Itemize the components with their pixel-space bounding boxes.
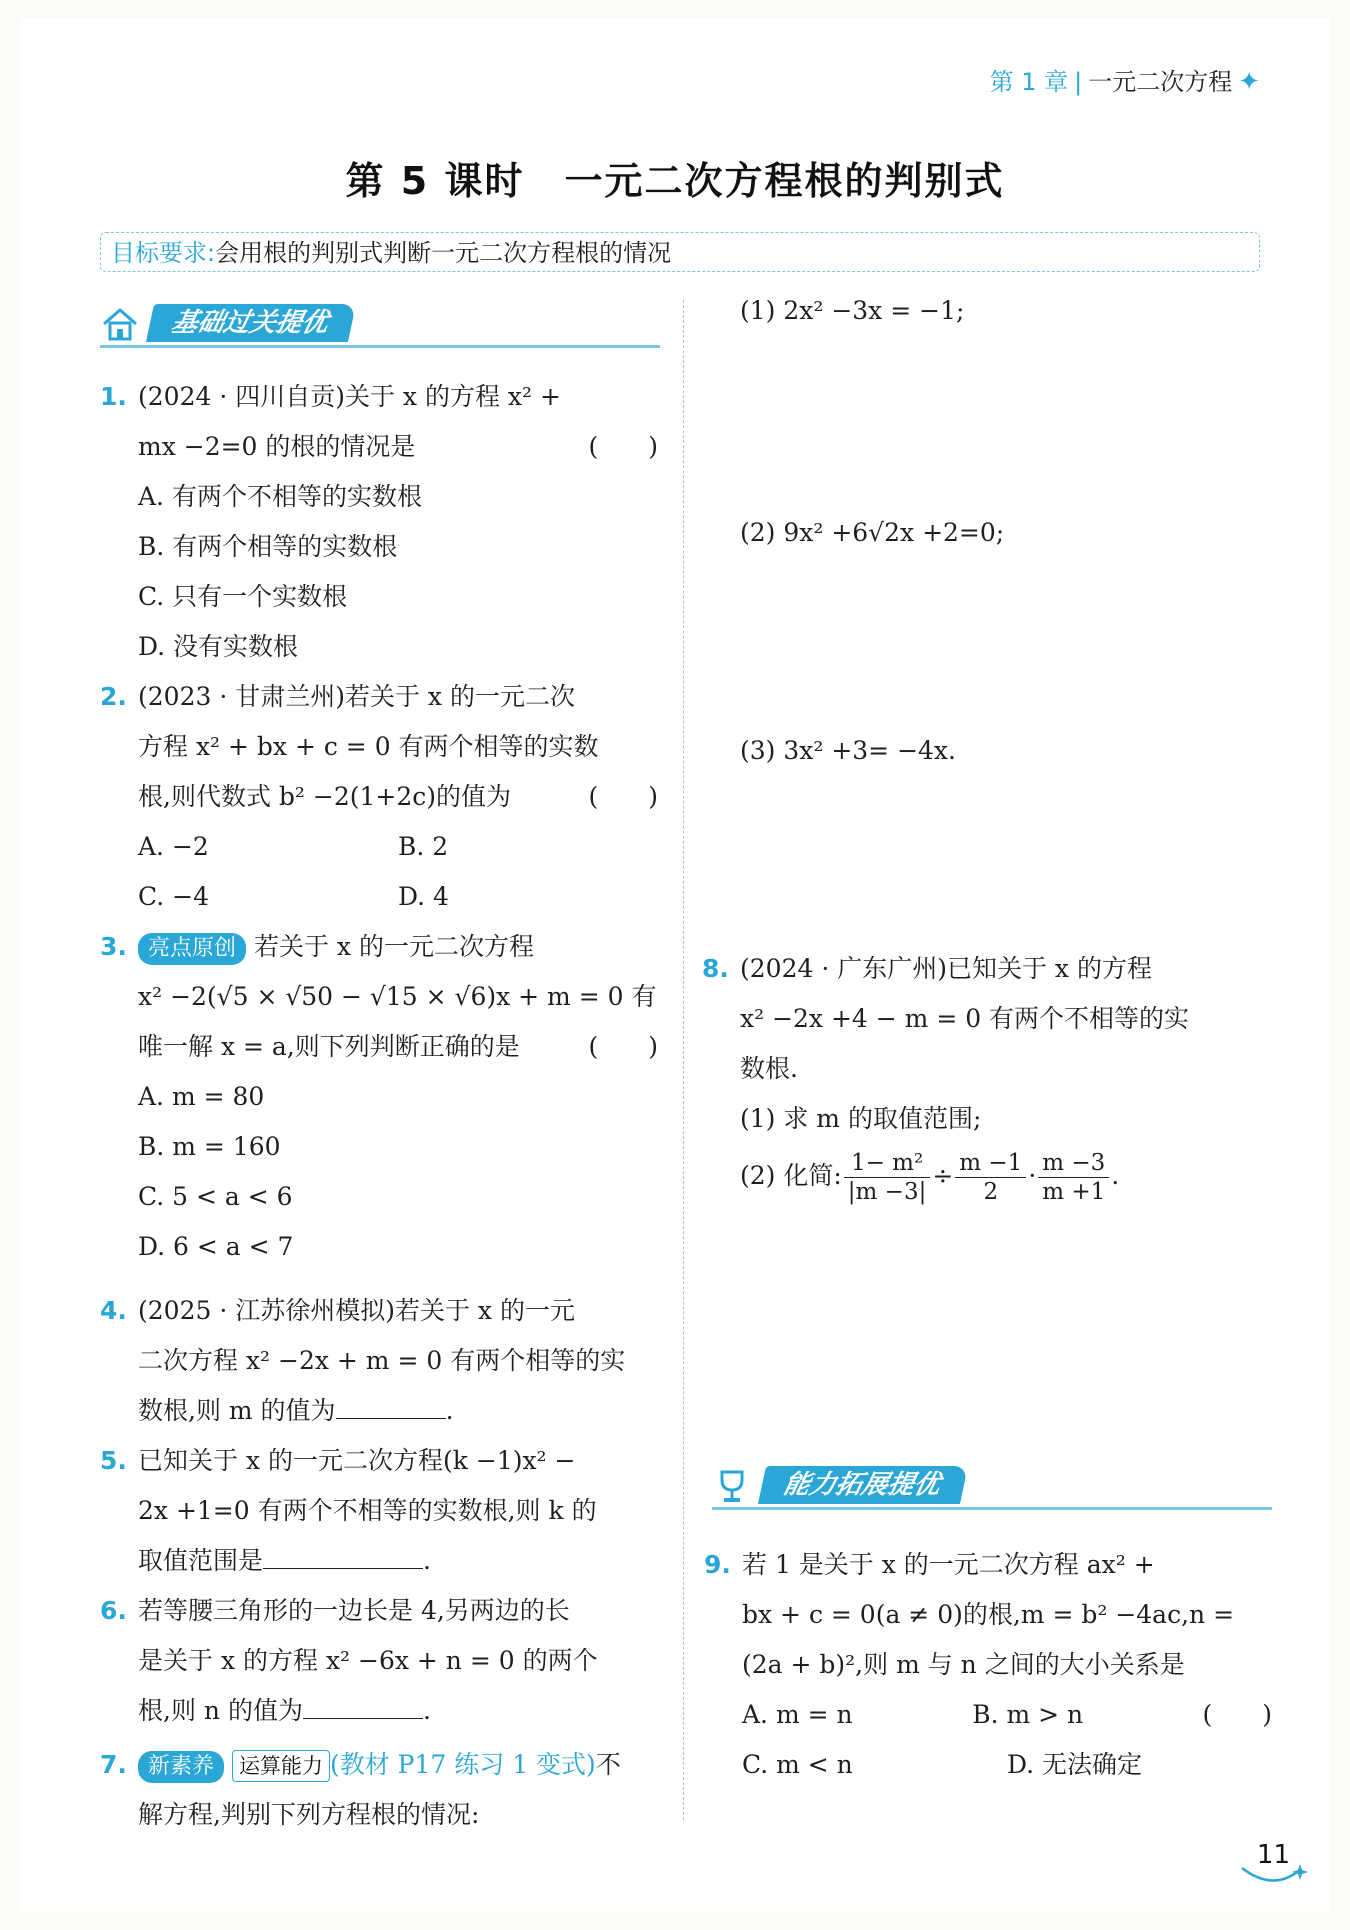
option-b: B. 2 (398, 832, 449, 861)
question-text: 若 1 是关于 x 的一元二次方程 ax² + (742, 1550, 1155, 1579)
option-c: C. 5 < a < 6 (138, 1182, 293, 1211)
question-text-segment: 根,则代数式 b² −2(1+2c)的值为 (138, 782, 511, 811)
options-row (138, 872, 658, 922)
question-number: 6. (100, 1596, 127, 1625)
option-a: A. 有两个不相等的实数根 (138, 482, 422, 511)
question-text-segment: mx −2=0 的根的情况是 (138, 432, 416, 461)
multiply-dot: · (1028, 1161, 1037, 1190)
page-number: 11 (1256, 1840, 1290, 1870)
section-title-basic: 基础过关提优 (146, 304, 356, 342)
question-number: 8. (702, 954, 729, 983)
option-d: D. 没有实数根 (138, 632, 299, 661)
lesson-title: 第 5 课时 一元二次方程根的判别式 (345, 159, 1005, 203)
question-number: 3. (100, 932, 127, 961)
question-text (138, 1022, 658, 1072)
chapter-number: 第 1 章 (989, 68, 1069, 96)
question-5 (100, 1436, 658, 1586)
question-text: x² −2x +4 − m = 0 有两个不相等的实 (740, 1004, 1190, 1033)
question-3 (100, 922, 658, 1272)
option-c: C. m < n (742, 1750, 853, 1779)
options-row (138, 822, 658, 872)
answer-paren: ( ) (588, 432, 658, 461)
question-number: 9. (704, 1550, 731, 1579)
section-banner-ability (712, 1466, 1272, 1510)
question-text: (2023 · 甘肃兰州)若关于 x 的一元二次 (138, 682, 575, 711)
option-b: B. 有两个相等的实数根 (138, 532, 398, 561)
question-text: bx + c = 0(a ≠ 0)的根,m = b² −4ac,n = (742, 1600, 1235, 1629)
fraction-3 (1038, 1149, 1109, 1206)
answer-blank[interactable] (263, 1538, 423, 1569)
option-a: A. −2 (138, 832, 209, 861)
option-c: C. −4 (138, 882, 209, 911)
column-divider (683, 300, 684, 1820)
question-text (138, 922, 658, 972)
question-part-2 (740, 1144, 1280, 1208)
original-badge: 亮点原创 (138, 933, 246, 965)
question-text: 若等腰三角形的一边长是 4,另两边的长 (138, 1596, 570, 1625)
option-c: C. 只有一个实数根 (138, 582, 348, 611)
question-text (138, 422, 658, 472)
question-text: 数根. (740, 1054, 798, 1083)
question-text: 已知关于 x 的一元二次方程(k −1)x² − (138, 1446, 576, 1475)
goal-box (100, 232, 1260, 272)
section-title-ability: 能力拓展提优 (758, 1466, 968, 1504)
fraction-denominator: m +1 (1042, 1179, 1106, 1205)
question-7 (100, 1740, 658, 1840)
question-text (138, 1536, 658, 1586)
question-7-part-1: (1) 2x² −3x = −1; (740, 296, 965, 325)
question-text: 2x +1=0 有两个不相等的实数根,则 k 的 (138, 1496, 597, 1525)
question-part-1: (1) 求 m 的取值范围; (740, 1104, 982, 1133)
question-text: (2024 · 广东广州)已知关于 x 的方程 (740, 954, 1152, 983)
question-text: (2024 · 四川自贡)关于 x 的方程 x² + (138, 382, 561, 411)
question-8 (702, 944, 1280, 1208)
question-2 (100, 672, 658, 922)
option-b: B. m = 160 (138, 1132, 281, 1161)
fraction-denominator: 2 (983, 1179, 999, 1205)
trophy-icon (712, 1468, 752, 1504)
chapter-title: 一元二次方程 (1088, 68, 1233, 96)
question-9 (704, 1540, 1272, 1790)
question-number: 1. (100, 382, 127, 411)
question-text: (2025 · 江苏徐州模拟)若关于 x 的一元 (138, 1296, 575, 1325)
fraction-1 (844, 1149, 931, 1206)
chapter-header (990, 62, 1260, 97)
literacy-badge: 新素养 (138, 1751, 224, 1783)
options-row (742, 1690, 1202, 1740)
goal-label: 目标要求: (111, 239, 216, 267)
fraction-numerator: 1− m² (844, 1149, 931, 1178)
question-number: 5. (100, 1446, 127, 1475)
textbook-reference: (教材 P17 练习 1 变式) (329, 1750, 596, 1779)
page-number-arc-icon (1238, 1858, 1308, 1888)
question-1 (100, 372, 658, 672)
question-text-segment: (2) 化简: (740, 1161, 842, 1190)
question-text-segment: 取值范围是 (138, 1546, 264, 1575)
option-d: D. 6 < a < 7 (138, 1232, 294, 1261)
house-icon (100, 306, 140, 342)
question-number: 7. (100, 1750, 127, 1779)
answer-blank[interactable] (336, 1388, 446, 1419)
option-d: D. 无法确定 (1007, 1750, 1143, 1779)
option-b: B. m > n (972, 1700, 1084, 1729)
question-text-segment: . (423, 1546, 431, 1575)
question-text: 方程 x² + bx + c = 0 有两个相等的实数 (138, 732, 599, 761)
question-text-segment: 根,则 n 的值为 (138, 1696, 303, 1725)
question-4 (100, 1286, 658, 1436)
question-text: 解方程,判别下列方程根的情况: (138, 1800, 480, 1829)
question-number: 2. (100, 682, 127, 711)
question-text (138, 1740, 658, 1790)
sparkle-icon: ✦ (1238, 67, 1260, 97)
answer-paren: ( ) (588, 782, 658, 811)
question-7-part-2: (2) 9x² +6√2x +2=0; (740, 518, 1005, 547)
question-text (138, 772, 658, 822)
question-text: 是关于 x 的方程 x² −6x + n = 0 的两个 (138, 1646, 598, 1675)
option-d: D. 4 (398, 882, 449, 911)
divide-sign: ÷ (932, 1161, 954, 1190)
question-text-segment: . (422, 1696, 431, 1725)
question-text (138, 1686, 658, 1736)
question-text: x² −2(√5 × √50 − √15 × √6)x + m = 0 有 (138, 982, 657, 1011)
option-a: A. m = 80 (138, 1082, 265, 1111)
fraction-denominator: |m −3| (847, 1179, 927, 1205)
question-text-segment: 若关于 x 的一元二次方程 (253, 932, 534, 961)
section-banner-basic (100, 304, 660, 348)
ability-badge: 运算能力 (232, 1750, 330, 1782)
question-text-segment: . (445, 1396, 454, 1425)
question-text-segment: 唯一解 x = a,则下列判断正确的是 (138, 1032, 520, 1061)
question-text-segment: 数根,则 m 的值为 (138, 1396, 336, 1425)
fraction-numerator: m −1 (955, 1149, 1026, 1178)
question-text: 二次方程 x² −2x + m = 0 有两个相等的实 (138, 1346, 626, 1375)
question-7-part-3: (3) 3x² +3= −4x. (740, 736, 956, 765)
options-row (742, 1740, 1272, 1790)
fraction-numerator: m −3 (1038, 1149, 1109, 1178)
option-a: A. m = n (742, 1700, 853, 1729)
question-text-segment: 不 (595, 1750, 621, 1779)
chapter-divider: | (1074, 68, 1083, 96)
question-6 (100, 1586, 658, 1736)
fraction-2 (955, 1149, 1026, 1206)
answer-paren: ( ) (588, 1032, 658, 1061)
question-number: 4. (100, 1296, 127, 1325)
answer-blank[interactable] (303, 1688, 423, 1719)
question-text (138, 1386, 658, 1436)
question-text-segment: . (1111, 1161, 1120, 1190)
goal-text: 会用根的判别式判断一元二次方程根的情况 (215, 239, 672, 267)
answer-paren: ( ) (1202, 1700, 1272, 1729)
question-text: (2a + b)²,则 m 与 n 之间的大小关系是 (742, 1650, 1185, 1679)
